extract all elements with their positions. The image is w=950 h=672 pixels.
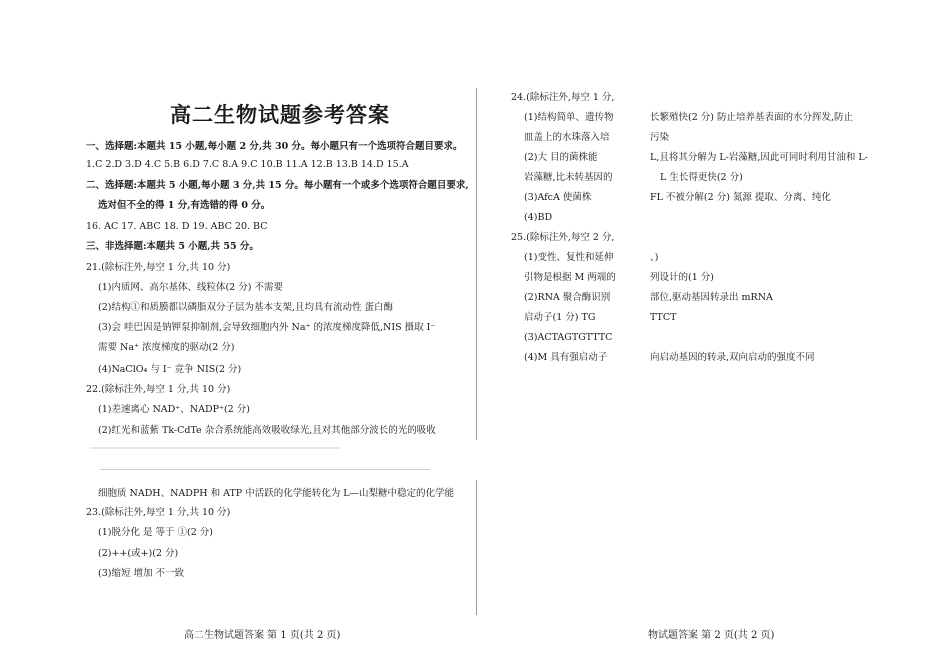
q24-answer-2b: L,且将其分解为 L-岩藻糖,因此可同时利用甘油和 L- bbox=[650, 152, 868, 163]
q21-answer-3: (3)会 哇巴因是钠钾泵抑制剂,会导致细胞内外 Na⁺ 的浓度梯度降低,NIS 摄取 I⁻ bbox=[98, 322, 436, 333]
q23-answer-1: (1)脱分化 是 等于 ①(2 分) bbox=[98, 527, 213, 538]
q25-answer-2b: 部位,驱动基因转录出 mRNA bbox=[650, 292, 773, 303]
q23-answer-3: (3)缩短 增加 不一致 bbox=[98, 568, 184, 579]
q25-answer-1c: 引物是根据 M 两端的 bbox=[524, 272, 616, 283]
q22-answer-1: (1)差速离心 NAD⁺、NADP⁺(2 分) bbox=[98, 404, 250, 415]
q25-answer-3a: (3)ACTAGTGTTTC bbox=[524, 332, 613, 343]
page-footer-right: 物试题答案 第 2 页(共 2 页) bbox=[648, 630, 775, 641]
q24-answer-2a: (2)大 目的菌株能 bbox=[524, 152, 598, 163]
q25-answer-1d: 列设计的(1 分) bbox=[650, 272, 714, 283]
q21-answer-2: (2)结构①和质膜都以磷脂双分子层为基本支架,且均具有流动性 蛋白酶 bbox=[98, 302, 393, 313]
q24-answer-1c: 皿盖上的水珠落入培 bbox=[524, 132, 610, 143]
q24-answer-1d: 污染 bbox=[650, 132, 670, 143]
q25-answer-1a: (1)变性、复性和延伸 bbox=[524, 252, 614, 263]
section-1-heading: 一、选择题:本题共 15 小题,每小题 2 分,共 30 分。每小题只有一个选项符合题目要求。 bbox=[86, 141, 463, 152]
page-footer-left: 高二生物试题答案 第 1 页(共 2 页) bbox=[184, 630, 341, 641]
q22-answer-2: (2)红光和蓝紫 Tk-CdTe 杂合系统能高效吸收绿光,且对其他部分波长的光的吸收 bbox=[98, 425, 436, 436]
q22-heading: 22.(除标注外,每空 1 分,共 10 分) bbox=[86, 384, 231, 395]
q25-heading: 25.(除标注外,每空 2 分, bbox=[511, 232, 615, 243]
page-divider bbox=[476, 88, 477, 440]
q23-heading: 23.(除标注外,每空 1 分,共 10 分) bbox=[86, 507, 231, 518]
page-divider bbox=[476, 480, 477, 615]
q24-answer-1a: (1)结构简单、遗传物 bbox=[524, 112, 614, 123]
q25-answer-2a: (2)RNA 聚合酶识别 bbox=[524, 292, 611, 303]
q25-answer-4a: (4)M 具有强启动子 bbox=[524, 352, 608, 363]
q24-answer-2c: 岩藻糖,比未转基因的 bbox=[524, 172, 613, 183]
section-2-heading-cont: 选对但不全的得 1 分,有选错的得 0 分。 bbox=[98, 200, 271, 211]
q21-answer-4: (4)NaClO₄ 与 I⁻ 竞争 NIS(2 分) bbox=[98, 364, 242, 375]
q21-answer-1: (1)内质网、高尔基体、线粒体(2 分) 不需要 bbox=[98, 282, 283, 293]
q23-answer-2: (2)++(或+)(2 分) bbox=[98, 548, 179, 559]
page-title: 高二生物试题参考答案 bbox=[170, 102, 390, 127]
q24-answer-2d: L 生长得更快(2 分) bbox=[660, 172, 743, 183]
q21-heading: 21.(除标注外,每空 1 分,共 10 分) bbox=[86, 262, 231, 273]
scan-smudge bbox=[90, 447, 340, 449]
q24-answer-3b: FL 不被分解(2 分) 氮源 提取、分离、纯化 bbox=[650, 192, 831, 203]
q21-answer-3-cont: 需要 Na⁺ 浓度梯度的驱动(2 分) bbox=[98, 342, 235, 353]
section-2-heading: 二、选择题:本题共 5 小题,每小题 3 分,共 15 分。每小题有一个或多个选项符合题目要求, bbox=[86, 180, 469, 191]
q24-answer-3a: (3)AfcA 使菌株 bbox=[524, 192, 592, 203]
section-1-answers: 1.C 2.D 3.D 4.C 5.B 6.D 7.C 8.A 9.C 10.B 11.A 12.B 13.B 14.D 15.A bbox=[86, 159, 409, 170]
q24-heading: 24.(除标注外,每空 1 分, bbox=[511, 92, 615, 103]
q25-answer-2d: TTCT bbox=[650, 312, 677, 323]
section-2-answers: 16. AC 17. ABC 18. D 19. ABC 20. BC bbox=[86, 221, 268, 232]
q25-answer-1b: 、) bbox=[650, 252, 659, 263]
scan-smudge bbox=[100, 469, 430, 470]
q24-answer-4: (4)BD bbox=[524, 212, 553, 223]
q25-answer-2c: 启动子(1 分) TG bbox=[524, 312, 596, 323]
q25-answer-4b: 向启动基因的转录,双向启动的强度不同 bbox=[650, 352, 815, 363]
section-3-heading: 三、非选择题:本题共 5 小题,共 55 分。 bbox=[86, 241, 259, 252]
q24-answer-1b: 长繁殖快(2 分) 防止培养基表面的水分挥发,防止 bbox=[650, 112, 854, 123]
q22-answer-3: 细胞质 NADH、NADPH 和 ATP 中活跃的化学能转化为 L—山梨糖中稳定的化学能 bbox=[98, 488, 455, 499]
